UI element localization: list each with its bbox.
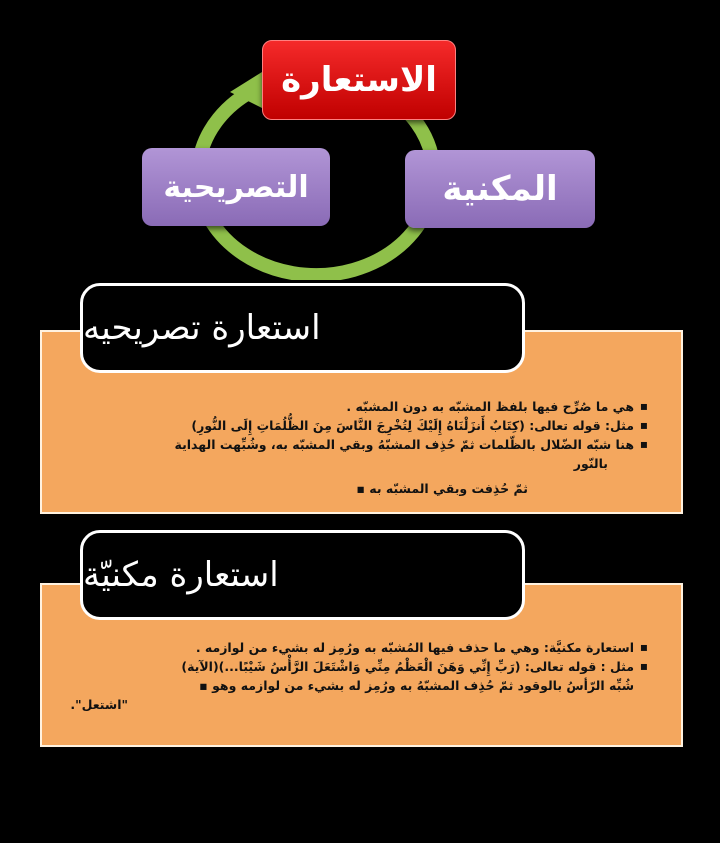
list-item: ▪ استعارة مكنيَّة: وهي ما حذف فيها المُشبّه به ورُمِز له بشيء من لوازمه . [52,638,648,657]
section-explicit-list [52,397,648,498]
node-explicit [142,148,330,226]
node-explicit-label: التصريحية [163,169,309,205]
node-implicit-label: المكنية [442,169,558,209]
list-item: "اشتعل". [70,697,128,712]
node-metaphor [262,40,456,120]
section-implicit-title [80,530,525,620]
section-explicit-title [80,283,525,373]
list-item: ▪ مثل: قوله تعالى: (كِتَابٌ أَنزَلْنَاهُ إِلَيْكَ لِتُخْرِجَ النَّاسَ مِنَ الظُّلُمَاتِ إِلَى النُّورِ) [52,416,648,435]
list-item: بالنّور [573,456,608,471]
list-item: شُبِّه الرّأسُ بالوقود ثمّ حُذِف المشبّهُ به ورُمِز له بشيء من لوازمه وهو ▪ [199,678,634,693]
section-explicit-title-text: استعارة تصريحيه [83,308,321,348]
list-item: ▪ هي ما صُرِّح فيها بلفظ المشبّه به دون المشبّه . [52,397,648,416]
list-item: ▪ هنا شبّه الضّلال بالظّلمات ثمّ حُذِف المشبّهُ وبقي المشبّه به، وشُبِّهت الهداية [52,435,648,454]
node-implicit [405,150,595,228]
section-implicit-title-text: استعارة مكنيّة [83,555,279,595]
list-item: ▪ مثل : قوله تعالى: (رَبِّ إِنِّي وَهَنَ الْعَظْمُ مِنِّي وَاشْتَعَلَ الرَّأْسُ شَيْبًا...)(الآية) [52,657,648,676]
section-implicit-list [52,638,648,714]
list-item: ثمّ حُذِفت وبقي المشبّه به ▪ [356,481,528,496]
node-metaphor-label: الاستعارة [281,60,437,100]
